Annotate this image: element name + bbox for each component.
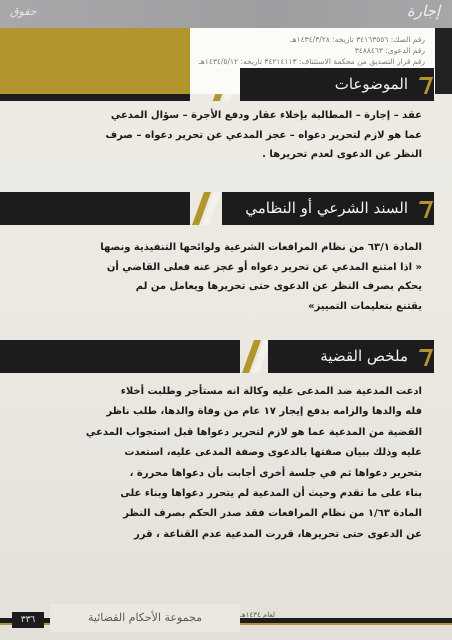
topics-header xyxy=(0,68,434,101)
reference-line: رقم قرار التصديق من محكمة الاستئناف: ٣٤٢١٤١١٣ تاريخه: ١٤٣٤/٥/١٢هـ xyxy=(198,57,425,66)
text-line: بتحرير دعواها ثم في جلسة أخرى أجابت بأن دعواها محررة ، xyxy=(129,467,422,479)
reference-line: رقم الصك: ٣٤١٦٣٥٥٦ تاريخه: ١٤٣٤/٣/٢٨هـ xyxy=(290,35,425,44)
text-line: عقد – إجارة – المطالبة بإخلاء عقار ودفع الأجرة – سؤال المدعي xyxy=(110,110,422,121)
page-number: ٣٣٦ xyxy=(12,612,44,628)
text-line: بناء على ما تقدم وحيث أن المدعية لم يتحرر دعواها وبناء على xyxy=(120,488,422,500)
text-line: ادعت المدعية ضد المدعى عليه وكالة انه مستأجر وطلبت أخلاء xyxy=(120,386,422,397)
page-footer xyxy=(0,604,452,640)
legal-basis-header xyxy=(0,192,434,225)
summary-header xyxy=(0,340,434,373)
header-rule xyxy=(0,340,240,373)
legal-basis-text xyxy=(14,238,422,316)
gold-stripe xyxy=(213,94,223,101)
summary-title: ملخص القضية xyxy=(268,340,434,373)
header-rule xyxy=(0,192,190,225)
reference-line: رقم الدعوى: ٣٤٨٨٤٦٣ xyxy=(354,46,425,55)
topics-title: الموضوعات xyxy=(240,68,434,101)
text-line: عما هو لازم لتحرير دعواه – عجز المدعي عن تحرير دعواه – صرف xyxy=(105,129,422,141)
section-label: إجارة xyxy=(406,2,440,20)
text-line: يقتنع بتعليمات التمييز» xyxy=(308,300,422,312)
book-year: لعام ١٤٣٤هـ xyxy=(240,611,275,619)
legal-basis-title: السند الشرعي أو النظامي xyxy=(222,192,434,225)
white-stripe xyxy=(223,94,233,101)
topics-text xyxy=(14,106,422,165)
text-line: المادة ٦٣/١ من نظام المرافعات الشرعية ولوائحها التنفيذية ونصها xyxy=(100,242,422,253)
text-line: القضية من المدعية عما هو لازم لتحرير دعواها قبل استجواب المدعي xyxy=(85,426,422,438)
header-rule xyxy=(0,94,190,101)
top-header-bar xyxy=(0,0,452,28)
book-title: مجموعة الأحكام القضائية xyxy=(50,604,240,632)
text-line: عليه وذلك ببيان صفتها بالدعوى وصفة المدعى عليه، استعدت xyxy=(124,447,422,459)
text-line: عن الدعوى حتى تحريرها، قررت المدعية عدم القناعة ، قرر xyxy=(133,528,422,540)
text-line: « اذا امتنع المدعي عن تحرير دعواه أو عجز عنه فعلى القاضي أن xyxy=(106,261,422,273)
text-line: المادة ١/٦٣ من نظام المرافعات فقد صدر الحكم بصرف النظر xyxy=(123,508,422,520)
text-line: فله والدها والزامه بدفع إيجار ١٧ عام من وفاة والدها، طلب ناظر xyxy=(106,406,422,418)
summary-text xyxy=(14,382,422,545)
side-strip xyxy=(435,28,452,94)
sub-label: حقوق xyxy=(10,5,37,18)
text-line: يحكم بصرف النظر عن الدعوى حتى تحريرها ويعامل من لم xyxy=(135,281,422,292)
text-line: النظر عن الدعوى لعدم تحريرها . xyxy=(262,149,422,160)
